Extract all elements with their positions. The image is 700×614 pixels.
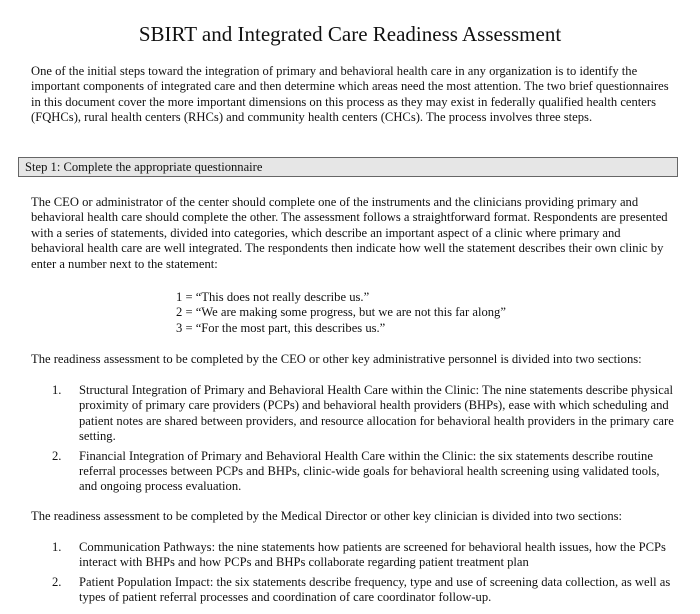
list-item bbox=[52, 449, 676, 495]
clinician-section-list bbox=[52, 540, 676, 610]
rating-scale-item-3: 3 = “For the most part, this describes us.” bbox=[176, 320, 386, 335]
rating-scale bbox=[176, 290, 656, 336]
list-item-number: 2. bbox=[52, 574, 62, 589]
ceo-section-list bbox=[52, 383, 676, 499]
rating-scale-item-1: 1 = “This does not really describe us.” bbox=[176, 290, 370, 304]
list-item-text: Financial Integration of Primary and Behavioral Health Care within the Clinic: the six statements describe routine referral processes between PCPs and BHPs, clinic-wide goals for behavioral health screening using validated tools, and ongoing process evaluation. bbox=[79, 448, 660, 494]
list-item-text: Structural Integration of Primary and Behavioral Health Care within the Clinic: The nine statements describe physical proximity of primary care providers (PCPs) and behavioral health providers (BHPs), ease with which scheduling and patient notes are shared between providers, and resource allocation for behavioral health providers in the primary care setting. bbox=[79, 383, 674, 444]
list-item-number: 1. bbox=[52, 540, 62, 554]
rating-scale-item-2: 2 = “We are making some progress, but we are not this far along” bbox=[176, 305, 506, 320]
list-item-text: Patient Population Impact: the six statements describe frequency, type and use of screening data collection, as well as types of patient referral processes and coordination of care coordinator follow-up. bbox=[79, 574, 671, 605]
list-item bbox=[52, 575, 676, 606]
step-1-body-paragraph: The CEO or administrator of the center should complete one of the instruments and the clinicians providing primary and behavioral health care should complete the other. The assessment follows a straightforward format. Respondents are presented with a series of statements, divided into categories, which describe an important aspect of a clinic where primary and behavioral health care are well integrated. The respondents then indicate how well the statement describes their own clinic by enter a number next to the statement: bbox=[31, 195, 668, 271]
step-1-heading: Step 1: Complete the appropriate questionnaire bbox=[18, 157, 678, 177]
document-title: SBIRT and Integrated Care Readiness Assessment bbox=[138, 22, 562, 46]
intro-paragraph: One of the initial steps toward the integration of primary and behavioral health care in any organization is to identify the important components of integrated care and then determine which areas need the most attention. The two brief questionnaires in this document cover the more important dimensions on this process as they may exist in federally qualified health centers (FQHCs), rural health centers (RHCs) and community health centers (CHCs). The process involves three steps. bbox=[31, 64, 669, 125]
list-item bbox=[52, 540, 676, 571]
clinician-section-intro: The readiness assessment to be completed by the Medical Director or other key clinician is divided into two sections: bbox=[31, 509, 623, 523]
list-item bbox=[52, 383, 676, 445]
list-item-number: 2. bbox=[52, 448, 62, 463]
list-item-text: Communication Pathways: the nine statements how patients are screened for behavioral health issues, how the PCPs interact with BHPs and how PCPs and BHPs collaborate regarding patient treatment plan bbox=[79, 540, 666, 570]
ceo-section-intro: The readiness assessment to be completed by the CEO or other key administrative personnel is divided into two sections: bbox=[31, 352, 642, 366]
list-item-number: 1. bbox=[52, 383, 62, 397]
